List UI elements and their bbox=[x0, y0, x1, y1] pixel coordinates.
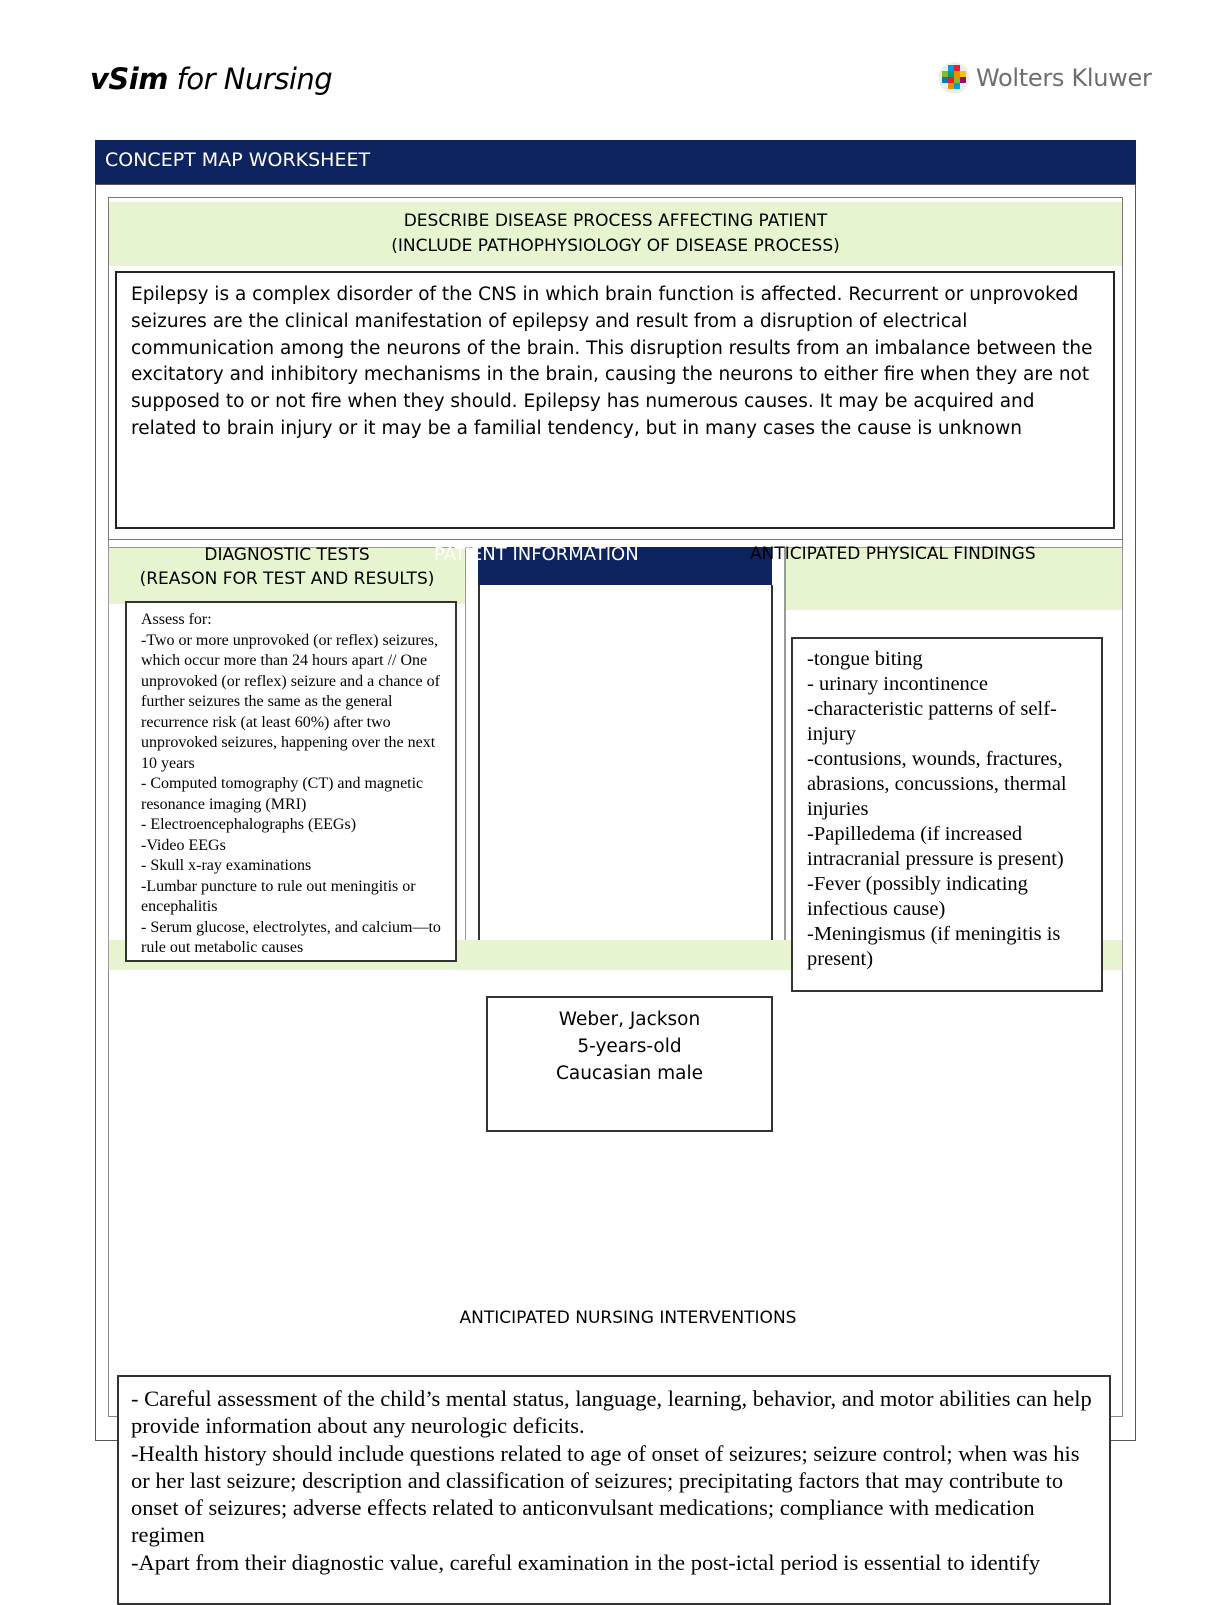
physical-findings-textbox[interactable] bbox=[791, 637, 1103, 992]
physical-findings-heading: ANTICIPATED PHYSICAL FINDINGS bbox=[750, 544, 1036, 564]
diagnostic-line: - Serum glucose, electrolytes, and calcium—to rule out metabolic causes bbox=[141, 918, 441, 956]
diagnostic-line: - Computed tomography (CT) and magnetic resonance imaging (MRI) bbox=[141, 775, 424, 813]
diagnostic-tests-textbox[interactable] bbox=[125, 601, 457, 962]
nursing-interventions-heading: ANTICIPATED NURSING INTERVENTIONS bbox=[459, 1308, 797, 1328]
diagnostic-line: -Lumbar puncture to rule out meningitis or encephalitis bbox=[141, 877, 416, 915]
wolters-kluwer-logo-icon bbox=[938, 62, 970, 94]
publisher-name: Wolters Kluwer bbox=[976, 64, 1152, 92]
diagnostic-line: -Video EEGs bbox=[141, 836, 226, 854]
finding-line: -Papilledema (if increased intracranial pressure is present) bbox=[807, 823, 1064, 870]
intervention-line: - Careful assessment of the child’s mental status, language, learning, behavior, and motor abilities can help provide information about any neurologic deficits. bbox=[131, 1386, 1092, 1439]
finding-line: -tongue biting bbox=[807, 648, 923, 670]
finding-line: -contusions, wounds, fractures, abrasions, concussions, thermal injuries bbox=[807, 748, 1067, 820]
patient-age: 5-years-old bbox=[577, 1036, 682, 1057]
vsim-logo: vSim for Nursing bbox=[90, 62, 333, 96]
finding-line: -Meningismus (if meningitis is present) bbox=[807, 923, 1061, 970]
worksheet-title: CONCEPT MAP WORKSHEET bbox=[105, 149, 371, 171]
diagnostic-tests-heading: DIAGNOSTIC TESTS bbox=[204, 545, 370, 565]
disease-process-subheading: (INCLUDE PATHOPHYSIOLOGY OF DISEASE PROCESS) bbox=[391, 236, 840, 256]
finding-line: -characteristic patterns of self-injury bbox=[807, 698, 1057, 745]
disease-process-heading: DESCRIBE DISEASE PROCESS AFFECTING PATIENT bbox=[403, 211, 828, 231]
diagnostic-line: - Skull x-ray examinations bbox=[141, 857, 312, 874]
disease-process-textbox[interactable]: Epilepsy is a complex disorder of the CNS in which brain function is affected. Recurrent or unprovoked seizures are the clinical manifestation of epilepsy and result from a disruption of electrical communication among the neurons of the brain. This disruption results from an imbalance between the excitatory and inhibitory mechanisms in the brain, causing the neurons to either fire when they are not supposed to or not fire when they should. Epilepsy has numerous causes. It may be acquired and related to brain injury or it may be a familial tendency, but in many cases the cause is unknown bbox=[115, 271, 1115, 529]
diagnostic-tests-subheading: (REASON FOR TEST AND RESULTS) bbox=[139, 569, 435, 589]
diagnostic-line: -Two or more unprovoked (or reflex) seizures, which occur more than 24 hours apart // One unprovoked (or reflex) seizure and a chance of further seizures the same as the general recurrence risk (at least 60%) after two unprovoked seizures, happening over the next 10 years bbox=[141, 631, 440, 772]
finding-line: -Fever (possibly indicating infectious cause) bbox=[807, 873, 1028, 920]
diagnostic-line: - Electroencephalographs (EEGs) bbox=[141, 816, 357, 833]
patient-description: Caucasian male bbox=[555, 1063, 704, 1084]
intervention-line: -Apart from their diagnostic value, careful examination in the post-ictal period is essential to identify bbox=[131, 1549, 1041, 1575]
finding-line: - urinary incontinence bbox=[807, 673, 989, 695]
patient-name: Weber, Jackson bbox=[558, 1009, 701, 1030]
patient-information-heading: PATIENT INFORMATION bbox=[434, 544, 639, 565]
diagnostic-line: Assess for: bbox=[141, 611, 212, 628]
nursing-interventions-textbox[interactable] bbox=[117, 1375, 1111, 1605]
intervention-line: -Health history should include questions related to age of onset of seizures; seizure control; when was his or her last seizure; description and classification of seizures; precipitating factors that may contribute to onset of seizures; adverse effects related to anticonvulsant medications; compliance with medication regimen bbox=[131, 1440, 1080, 1548]
patient-card[interactable] bbox=[486, 996, 773, 1132]
patient-information-column bbox=[478, 585, 773, 940]
